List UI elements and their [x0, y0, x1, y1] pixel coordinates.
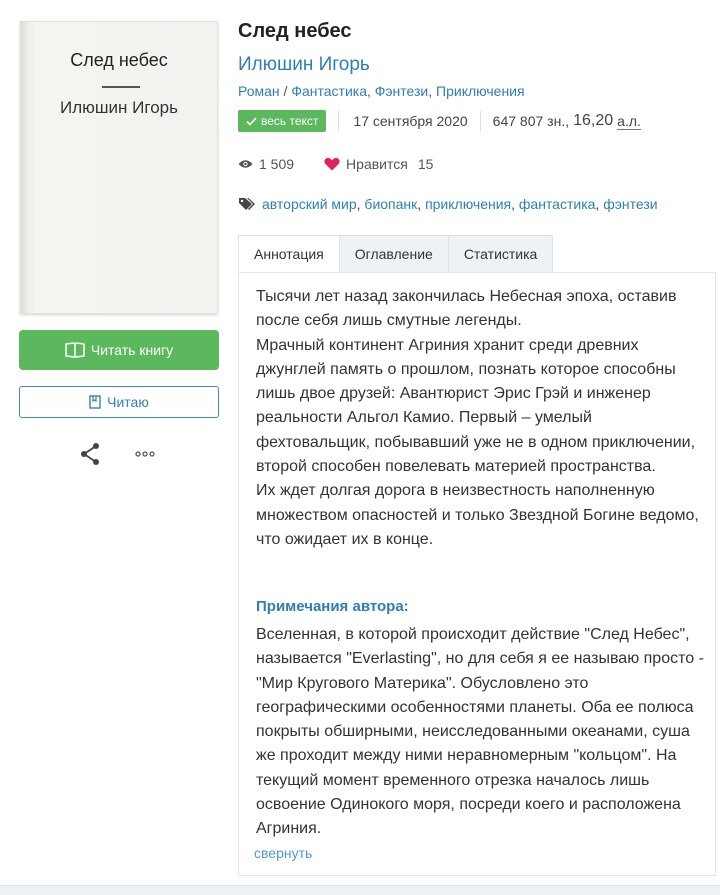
check-icon	[246, 117, 257, 126]
bottom-bar	[0, 885, 720, 895]
open-book-icon	[65, 342, 85, 358]
reading-button[interactable]	[19, 386, 219, 418]
genre-form-link[interactable]: Роман	[238, 83, 280, 99]
like-button[interactable]	[324, 156, 433, 172]
tags-icon	[238, 197, 256, 211]
read-book-label: Читать книгу	[90, 342, 174, 358]
book-title: След небес	[238, 20, 352, 42]
tag-link[interactable]: фэнтези	[603, 196, 658, 212]
views-count: 1 509	[259, 156, 295, 172]
character-count: 647 807 зн.,	[492, 113, 570, 129]
annotation-panel	[238, 272, 716, 876]
tag-list: авторский мир , биопанк , приключения , фантастика , фэнтези	[238, 195, 658, 213]
genre-list: Роман / Фантастика, Фэнтези, Приключения	[238, 83, 525, 99]
publication-date: 17 сентября 2020	[353, 113, 468, 129]
tab-annotation[interactable]: Аннотация	[238, 235, 340, 273]
annotation-paragraph: Мрачный континент Агриния хранит среди древних джунглей память о прошлом, познать которое способны лишь двое друзей: Авантюрист Эрис Грэй и инженер реальности Альгол Камио. Первый – умелый фехтовальщик, побывавший уже не в одном приключении, второй способен повелевать материей пространства.	[256, 336, 696, 476]
meta-divider	[480, 111, 481, 131]
book-meta	[238, 110, 641, 132]
book-stats	[238, 155, 433, 173]
heart-icon	[324, 157, 340, 171]
more-options-icon[interactable]	[133, 444, 157, 464]
cover-title: След небес	[70, 50, 168, 70]
tag-link[interactable]: биопанк	[364, 196, 418, 212]
full-text-badge	[238, 110, 326, 132]
tag-link[interactable]: авторский мир	[262, 196, 357, 212]
annotation-paragraph: Их ждет долгая дорога в неизвестность наполненную множеством опасностей и только Звездной Богине ведомо, что ожидает их в конце.	[256, 482, 699, 548]
tab-statistics[interactable]: Статистика	[449, 235, 554, 273]
annotation-text	[256, 285, 706, 552]
eye-icon	[238, 159, 253, 169]
share-icon[interactable]	[79, 442, 101, 466]
author-link[interactable]: Илюшин Игорь	[238, 54, 370, 75]
collapse-link[interactable]: свернуть	[254, 845, 313, 861]
reading-label: Читаю	[107, 394, 149, 410]
author-sheets-value: 16,20	[573, 112, 614, 129]
cover-author: Илюшин Игорь	[60, 98, 178, 117]
tab-contents[interactable]: Оглавление	[340, 235, 449, 273]
genre-link[interactable]: Фантастика	[291, 83, 367, 99]
annotation-paragraph: Тысячи лет назад закончилась Небесная эпоха, оставив после себя лишь смутные легенды.	[256, 288, 677, 330]
book-cover[interactable]	[20, 21, 218, 314]
meta-divider	[338, 111, 339, 131]
full-text-label: весь текст	[261, 114, 319, 128]
read-book-button[interactable]	[19, 330, 219, 370]
genre-link[interactable]: Приключения	[436, 83, 525, 99]
likes-count: 15	[417, 156, 434, 172]
content-tabs	[238, 235, 553, 273]
author-sheets-unit[interactable]: а.л.	[617, 112, 641, 129]
author-notes-text: Вселенная, в которой происходит действие "След Небес", называется "Everlasting", но для себя я ее называю просто - "Мир Кругового Материка". Обусловлено это географическими особенностями планеты. Оба ее полюса покрыты обширными, неисследованными океанами, суша же проходит между ними неравномерным "кольцом". На текущий момент временного отрезка началось лишь освоение Одинокого моря, посреди коего и расположена Агриния.	[256, 626, 704, 838]
tag-link[interactable]: приключения	[425, 196, 512, 212]
cover-divider	[102, 86, 140, 88]
author-notes-title: Примечания автора:	[256, 598, 409, 615]
genre-link[interactable]: Фэнтези	[374, 83, 429, 99]
likes-label: Нравится	[346, 156, 408, 172]
bookmark-book-icon	[89, 395, 101, 409]
tag-link[interactable]: фантастика	[518, 196, 596, 212]
